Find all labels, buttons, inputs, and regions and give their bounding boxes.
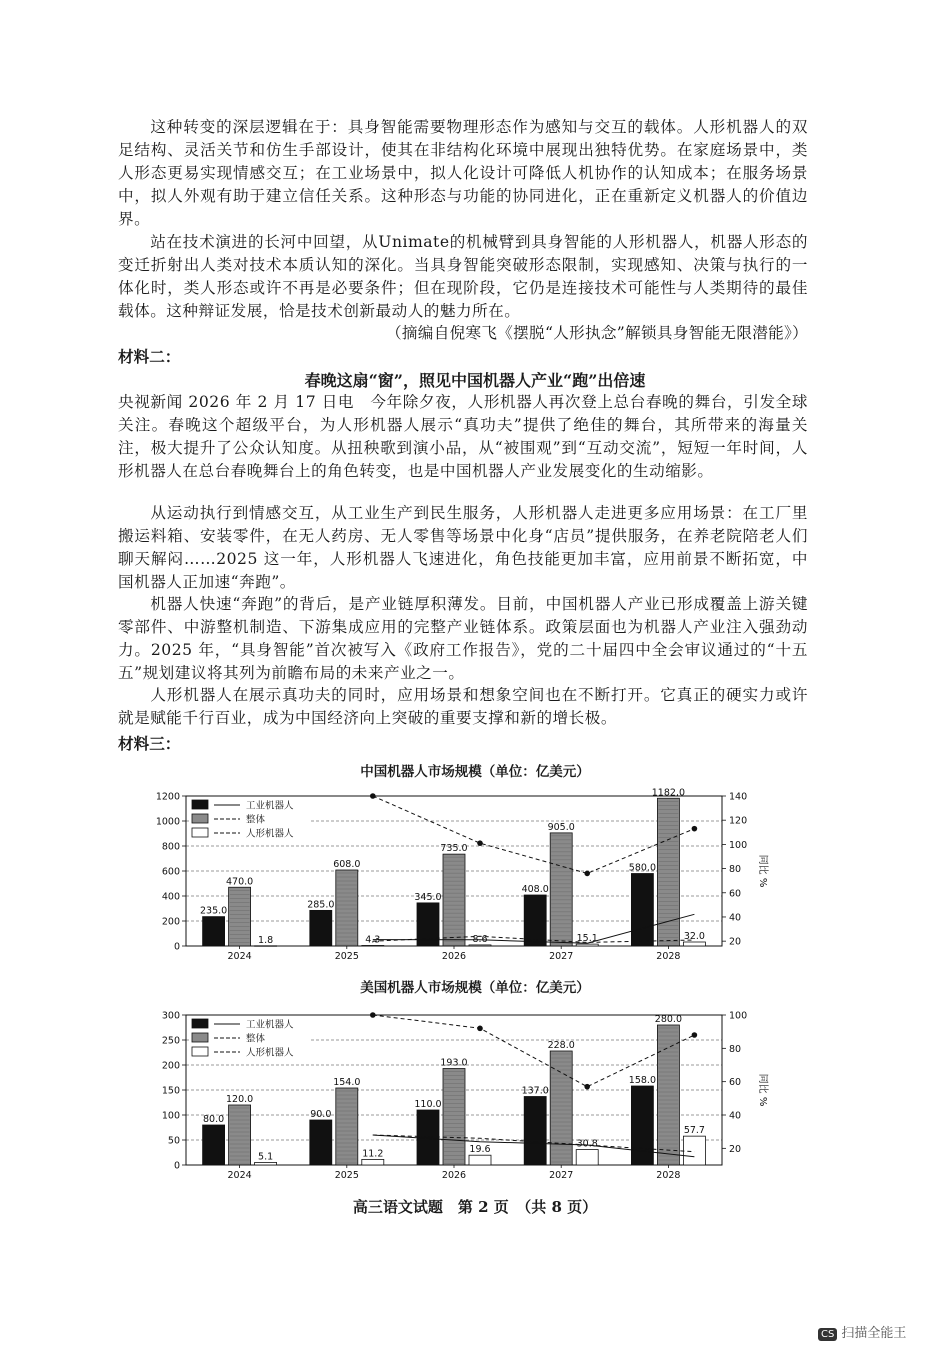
x-tick-label: 2025 <box>334 1170 359 1181</box>
material2-paragraph-4: 人形机器人在展示真功夫的同时，应用场景和想象空间也在不断打开。它真正的硬实力或许就是赋能千行百业，成为中国经济向上突破的重要支撑和新的增长极。 <box>118 686 808 727</box>
x-tick-label: 2028 <box>656 1170 681 1181</box>
china-robot-market-chart <box>140 786 780 966</box>
bar-value-label: 345.0 <box>414 891 442 903</box>
y2-tick-label: 100 <box>729 839 748 851</box>
y-tick-label: 800 <box>161 841 180 853</box>
growth-point <box>692 826 698 832</box>
bar-工业机器人 <box>631 1086 653 1165</box>
y-tick-label: 600 <box>161 866 180 878</box>
bar-value-label: 15.1 <box>576 933 598 945</box>
y-tick-label: 200 <box>161 1060 180 1072</box>
growth-point <box>477 840 483 846</box>
bar-value-label: 137.0 <box>521 1085 549 1097</box>
material3-label: 材料三： <box>118 734 181 753</box>
y-tick-label: 400 <box>161 891 180 903</box>
bar-value-label: 110.0 <box>414 1099 442 1110</box>
chart-title-usa: 美国机器人市场规模（单位：亿美元） <box>360 980 590 996</box>
bar-value-label: 285.0 <box>307 899 335 911</box>
bar-value-label: 19.6 <box>469 1144 491 1156</box>
bar-工业机器人 <box>524 895 546 946</box>
x-tick-label: 2026 <box>441 1170 467 1181</box>
growth-point <box>477 1026 483 1032</box>
legend-label: 人形机器人 <box>246 1047 294 1059</box>
bar-人形机器人 <box>255 1162 277 1165</box>
bar-value-label: 154.0 <box>333 1077 361 1088</box>
bar-人形机器人 <box>683 1136 705 1165</box>
bar-人形机器人 <box>576 944 598 946</box>
y-tick-label: 50 <box>167 1135 180 1147</box>
x-tick-label: 2028 <box>656 951 681 962</box>
y-tick-label: 200 <box>161 916 180 928</box>
growth-point <box>370 1012 376 1018</box>
y-tick-label: 0 <box>173 1160 180 1172</box>
bar-工业机器人 <box>631 874 653 947</box>
bar-人形机器人 <box>469 1155 491 1165</box>
page-footer: 高三语文试题 第 2 页 （共 8 页） <box>352 1198 598 1216</box>
bar-工业机器人 <box>203 917 225 946</box>
bar-value-label: 408.0 <box>521 884 549 895</box>
bar-value-label: 228.0 <box>547 1040 575 1051</box>
x-tick-label: 2027 <box>549 1170 574 1181</box>
legend-swatch <box>192 800 208 809</box>
bar-value-label: 580.0 <box>628 862 657 874</box>
bar-工业机器人 <box>203 1125 225 1165</box>
bar-整体 <box>550 833 572 946</box>
legend-label: 整体 <box>246 814 266 826</box>
material2-paragraph-1: 央视新闻 2026 年 2 月 17 日电 今年除夕夜，人形机器人再次登上总台春晚的舞台，引发全球关注。春晚这个超级平台，为人形机器人展示“真功夫”提供了绝佳的舞台，其所带来的海量关注，极大提升了公众认知度。从扭秧歌到演小品，从“被围观”到“互动交流”，短短一年时间，人形机器人在总台春晚舞台上的角色转变，也是中国机器人产业发展变化的生动缩影。 <box>118 393 808 480</box>
y2-tick-label: 20 <box>729 1143 742 1155</box>
bar-value-label: 8.6 <box>472 933 488 945</box>
growth-point <box>370 793 376 799</box>
x-tick-label: 2024 <box>227 1170 252 1181</box>
bar-工业机器人 <box>310 1120 332 1165</box>
legend-swatch <box>192 1033 208 1042</box>
growth-point <box>584 1084 590 1090</box>
chart-title-china: 中国机器人市场规模（单位：亿美元） <box>360 764 590 780</box>
bar-value-label: 120.0 <box>225 1094 254 1105</box>
usa-robot-market-chart <box>140 1005 780 1185</box>
bar-整体 <box>229 887 251 946</box>
bar-人形机器人 <box>683 942 705 946</box>
y-tick-label: 1000 <box>155 816 180 828</box>
legend-label: 人形机器人 <box>246 828 294 840</box>
y2-tick-label: 60 <box>729 1077 742 1089</box>
y-tick-label: 250 <box>161 1035 180 1047</box>
bar-value-label: 193.0 <box>440 1057 468 1069</box>
y-tick-label: 1200 <box>155 791 180 803</box>
bar-value-label: 470.0 <box>225 876 254 888</box>
legend-swatch <box>192 1047 208 1056</box>
legend-label: 工业机器人 <box>246 1019 294 1031</box>
bar-value-label: 32.0 <box>683 931 705 942</box>
x-tick-label: 2027 <box>549 951 574 962</box>
bar-value-label: 735.0 <box>440 843 468 855</box>
y2-tick-label: 80 <box>729 1043 742 1055</box>
bar-整体 <box>443 854 465 946</box>
bar-人形机器人 <box>362 945 384 946</box>
bar-value-label: 4.3 <box>365 934 381 946</box>
growth-point <box>584 871 590 877</box>
bar-人形机器人 <box>255 946 277 947</box>
y2-tick-label: 100 <box>729 1010 748 1022</box>
y-tick-label: 100 <box>161 1110 180 1122</box>
citation: （摘编自倪寒飞《摆脱“人形执念”解锁具身智能无限潜能》） <box>386 324 808 342</box>
legend-label: 工业机器人 <box>246 800 294 812</box>
material2-paragraph-3: 机器人快速“奔跑”的背后，是产业链厚积薄发。目前，中国机器人产业已形成覆盖上游关键零部件、中游整机制造、下游集成应用的完整产业链体系。政策层面也为机器人产业注入强劲动力。2025 年，“具身智能”首次被写入《政府工作报告》，党的二十届四中全会审议通过的“十五五”规划建议将其列为前瞻布局的未来产业之一。 <box>118 595 808 682</box>
y2-tick-label: 140 <box>729 791 748 803</box>
legend-swatch <box>192 814 208 823</box>
scanner-watermark: CS 扫描全能王 <box>818 1322 950 1352</box>
y2-tick-label: 40 <box>729 912 742 924</box>
bar-value-label: 80.0 <box>203 1114 225 1125</box>
bar-value-label: 1.8 <box>258 934 274 946</box>
scanner-logo-icon: CS <box>818 1328 837 1341</box>
bar-整体 <box>336 1088 358 1165</box>
y2-tick-label: 40 <box>729 1110 742 1122</box>
bar-value-label: 57.7 <box>683 1125 705 1137</box>
bar-value-label: 5.1 <box>258 1151 274 1163</box>
y2-tick-label: 120 <box>729 815 748 827</box>
bar-整体 <box>443 1069 465 1166</box>
material2-title: 春晚这扇“窗”，照见中国机器人产业“跑”出倍速 <box>304 371 646 390</box>
y2-tick-label: 60 <box>729 888 742 900</box>
bar-整体 <box>336 870 358 946</box>
legend-label: 整体 <box>246 1033 266 1045</box>
x-tick-label: 2025 <box>334 951 359 962</box>
bar-value-label: 158.0 <box>628 1075 657 1086</box>
legend-swatch <box>192 1019 208 1028</box>
x-tick-label: 2024 <box>227 951 252 962</box>
y2-axis-label: 同比 % <box>757 854 768 888</box>
bar-value-label: 11.2 <box>362 1148 384 1160</box>
y-tick-label: 150 <box>161 1085 180 1097</box>
bar-工业机器人 <box>524 1097 546 1166</box>
bar-value-label: 90.0 <box>310 1109 332 1120</box>
x-tick-label: 2026 <box>441 951 467 962</box>
bar-value-label: 1182.0 <box>651 787 686 799</box>
legend-swatch <box>192 828 208 837</box>
material2-paragraph-2: 从运动执行到情感交互，从工业生产到民生服务，人形机器人走进更多应用场景：在工厂里搬运料箱、安装零件，在无人药房、无人零售等场景中化身“店员”提供服务，在养老院陪老人们聊天解闷……2025 这一年，人形机器人飞速进化，角色技能更加丰富，应用前景不断拓宽，中国机器人正加速“奔跑”。 <box>118 504 808 591</box>
y-tick-label: 300 <box>161 1010 180 1022</box>
bar-人形机器人 <box>576 1150 598 1165</box>
bar-人形机器人 <box>469 945 491 946</box>
bar-人形机器人 <box>362 1159 384 1165</box>
material2-label: 材料二： <box>118 347 181 366</box>
bar-工业机器人 <box>310 910 332 946</box>
bar-value-label: 608.0 <box>333 859 361 870</box>
y2-tick-label: 80 <box>729 864 742 876</box>
y-tick-label: 0 <box>173 941 180 953</box>
bar-value-label: 280.0 <box>654 1014 683 1025</box>
bar-value-label: 905.0 <box>547 821 575 833</box>
bar-value-label: 235.0 <box>199 905 228 917</box>
y2-axis-label: 同比 % <box>757 1073 768 1107</box>
y2-tick-label: 20 <box>729 936 742 948</box>
material1-paragraph-2: 站在技术演进的长河中回望，从Unimate的机械臂到具身智能的人形机器人，机器人形态的变迁折射出人类对技术本质认知的深化。当具身智能突破形态限制，实现感知、决策与执行的一体化时，类人形态或许不再是必要条件；但在现阶段，它仍是连接技术可能性与人类期待的最佳载体。这种辩证发展，恰是技术创新最动人的魅力所在。 <box>118 233 808 320</box>
material1-paragraph-1: 这种转变的深层逻辑在于：具身智能需要物理形态作为感知与交互的载体。人形机器人的双足结构、灵活关节和仿生手部设计，使其在非结构化环境中展现出独特优势。在家庭场景中，类人形态更易实现情感交互；在工业场景中，拟人化设计可降低人机协作的认知成本；在服务场景中，拟人外观有助于建立信任关系。这种形态与功能的协同进化，正在重新定义机器人的价值边界。 <box>118 118 808 228</box>
growth-point <box>692 1032 698 1038</box>
bar-value-label: 30.8 <box>576 1138 598 1150</box>
